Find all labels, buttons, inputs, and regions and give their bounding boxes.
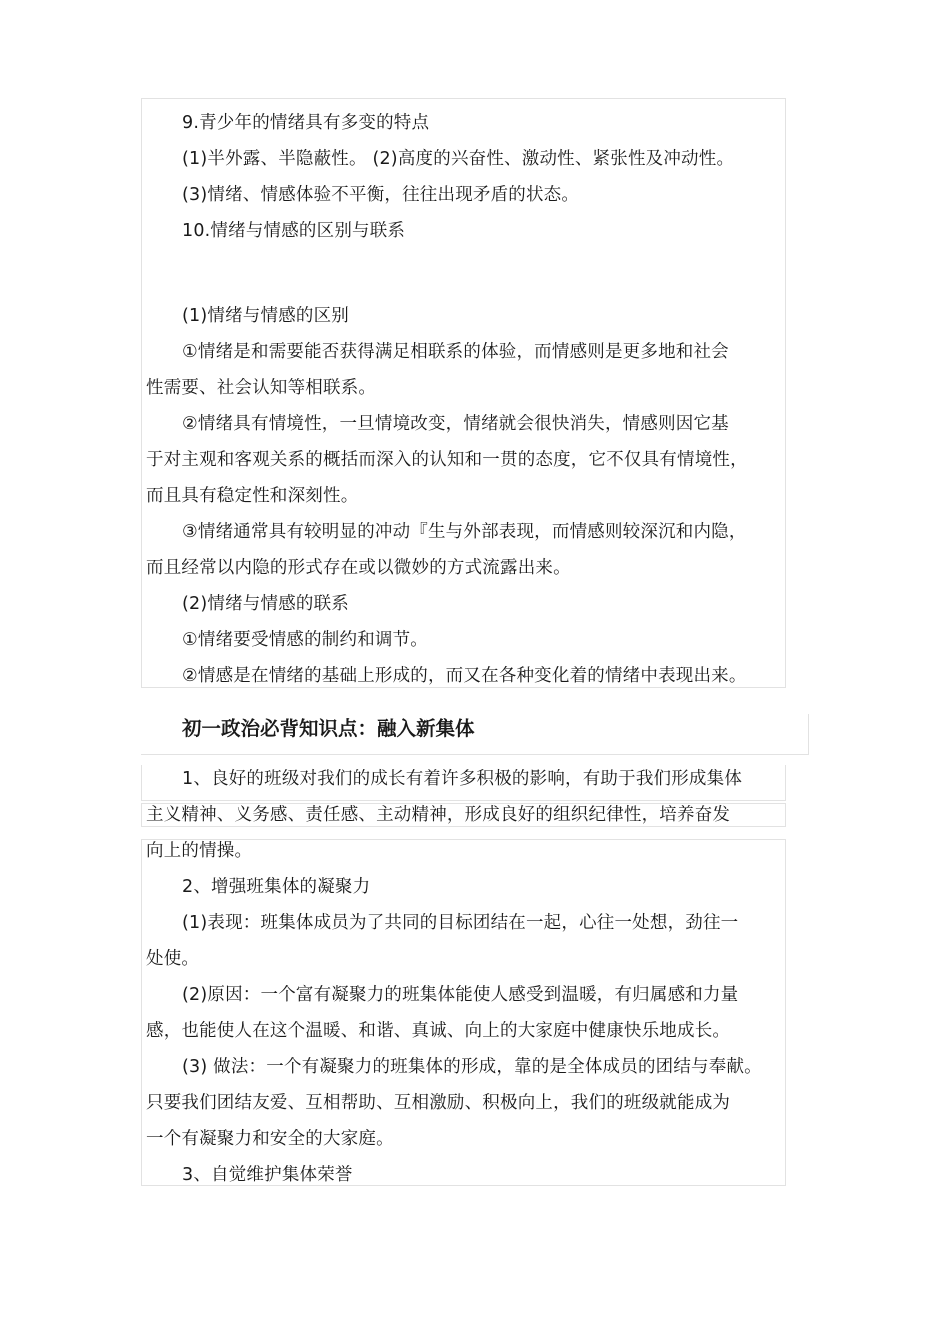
s1-line-12: 而且经常以内隐的形式存在或以微妙的方式流露出来。 [146, 558, 571, 578]
s2-line-4: 2、增强班集体的凝聚力 [182, 877, 371, 897]
s1-line-7: 性需要、社会认知等相联系。 [146, 378, 377, 398]
s2-line-9: (3) 做法：一个有凝聚力的班集体的形成，靠的是全体成员的团结与奉献。 [182, 1057, 762, 1077]
s1-line-9: 于对主观和客观关系的概括而深入的认知和一贯的态度，它不仅具有情境性， [146, 450, 748, 470]
s2-line-8: 感，也能使人在这个温暖、和谐、真诚、向上的大家庭中健康快乐地成长。 [146, 1021, 731, 1041]
s2-line-6: 处使。 [146, 949, 200, 969]
s1-line-13: (2)情绪与情感的联系 [182, 594, 349, 614]
s1-line-11: ③情绪通常具有较明显的冲动『生与外部表现，而情感则较深沉和内隐， [182, 522, 747, 542]
section-heading: 初一政治必背知识点：融入新集体 [182, 717, 475, 740]
s2-line-11: 一个有凝聚力和安全的大家庭。 [146, 1129, 394, 1149]
s1-line-2: (1)半外露、半隐蔽性。 (2)高度的兴奋性、激动性、紧张性及冲动性。 [182, 149, 735, 169]
s2-line-2: 主义精神、义务感、责任感、主动精神，形成良好的组织纪律性，培养奋发 [146, 805, 731, 825]
s1-line-6: ①情绪是和需要能否获得满足相联系的体验，而情感则是更多地和社会 [182, 342, 729, 362]
s2-line-12: 3、自觉维护集体荣誉 [182, 1165, 353, 1185]
s1-line-14: ①情绪要受情感的制约和调节。 [182, 630, 428, 650]
s2-line-5: (1)表现：班集体成员为了共同的目标团结在一起，心往一处想，劲往一 [182, 913, 739, 933]
s2-line-10: 只要我们团结友爱、互相帮助、互相激励、积极向上，我们的班级就能成为 [146, 1093, 731, 1113]
s2-line-1: 1、良好的班级对我们的成长有着许多积极的影响，有助于我们形成集体 [182, 769, 743, 789]
s1-line-10: 而且具有稳定性和深刻性。 [146, 486, 359, 506]
s1-line-3: (3)情绪、情感体验不平衡，往往出现矛盾的状态。 [182, 185, 580, 205]
s1-line-5: (1)情绪与情感的区别 [182, 306, 349, 326]
s1-line-4: 10.情绪与情感的区别与联系 [182, 221, 406, 241]
s1-line-15: ②情感是在情绪的基础上形成的，而又在各种变化着的情绪中表现出来。 [182, 666, 747, 686]
s1-line-1: 9.青少年的情绪具有多变的特点 [182, 113, 430, 133]
s1-line-8: ②情绪具有情境性，一旦情境改变，情绪就会很快消失，情感则因它基 [182, 414, 729, 434]
s2-line-3: 向上的情操。 [146, 841, 253, 861]
s2-line-7: (2)原因：一个富有凝聚力的班集体能使人感受到温暖，有归属感和力量 [182, 985, 739, 1005]
